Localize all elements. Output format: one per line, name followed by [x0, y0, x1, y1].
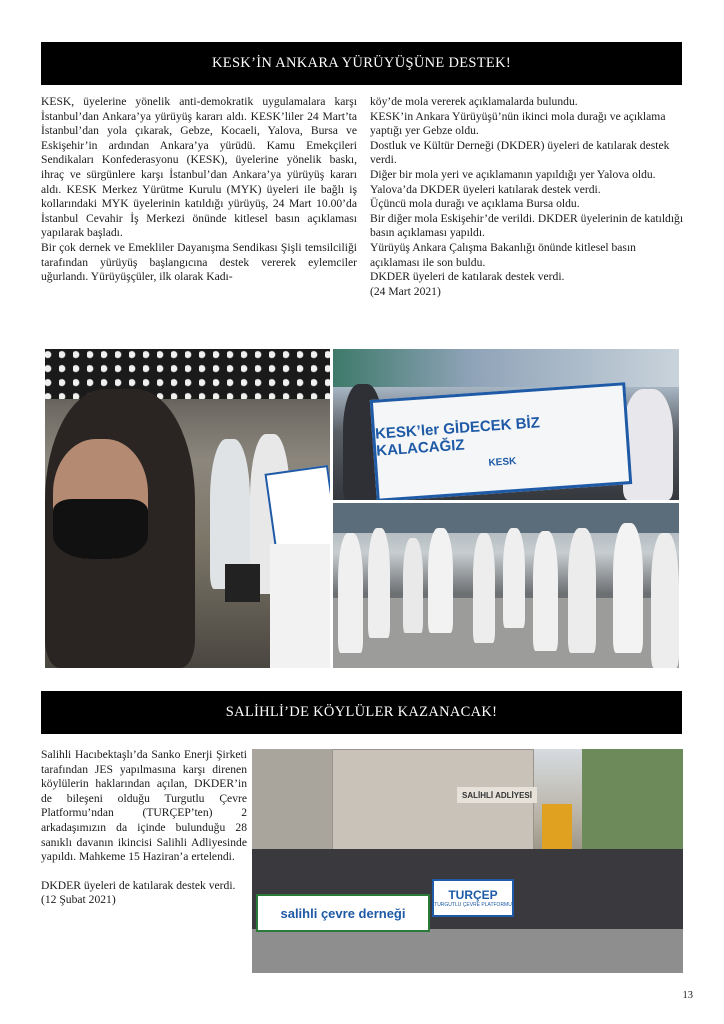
date-line: (12 Şubat 2021) — [41, 893, 116, 907]
paragraph: KESK, üyelerine yönelik anti-demokratik uygulamalara karşı İstanbul’dan Ankara’ya yürüyüş kararı aldı. KESK’liler 24 Mart’ta İstanbul’dan yola çıkarak, Gebze, Kocaeli, Yalova, Bursa ve Eskişehir’in ardından Ankara’ya yürüdü. Kamu Emekçileri Sendikaları Konfederasyonu (KESK), üyelerine yönelik baskı, ihraç ve sürgünlere karşı İstanbul’dan Ankara’ya yürüyüş kararı aldı. KESK Merkez Yürütme Kurulu (MYK) üyeleri ile bağlı iş kollarındaki MYK üyelerinin katıldığı yürüyüş, 24 Mart 10.00’da İstanbul Cevahir İş Merkezi önünde kitlesel basın açıklaması yapılarak başladı. — [41, 95, 357, 240]
person-figure — [428, 528, 453, 633]
building-background — [333, 349, 679, 387]
paragraph: DKDER üyeleri de katılarak destek verdi. — [370, 270, 565, 284]
mask — [53, 499, 148, 559]
person-figure — [533, 531, 558, 651]
turcep-text: TURÇEP — [448, 888, 498, 902]
person-figure — [568, 528, 596, 653]
white-coat — [270, 544, 330, 668]
turcep-banner — [432, 879, 514, 917]
person-figure — [473, 533, 495, 643]
article-column-1 — [41, 95, 357, 285]
paragraph: Diğer bir mola yeri ve açıklamanın yapıldığı yer Yalova oldu. Yalova’da DKDER üyeleri katılarak destek verdi. — [370, 167, 656, 196]
paragraph: Salihli Hacıbektaşlı’da Sanko Enerji Şirketi tarafından JES yapılmasına karşı direnen köylülerin haklarından açılan, DKDER’in de bileşeni olduğu Turgutlu Çevre Platformu’ndan (TURÇEP’ten) 2 arkadaşımızın da içinde bulunduğu 28 sanıklı davanın ikincisi Salihli Adliyesinde yapıldı. Mahkeme 15 Haziran’a ertelendi. — [41, 748, 247, 864]
section-title-kesk — [41, 42, 682, 85]
section-title-text: KESK’İN ANKARA YÜRÜYÜŞÜNE DESTEK! — [212, 55, 511, 71]
person-figure — [338, 533, 363, 653]
association-banner: salihli çevre derneği — [256, 894, 430, 932]
article-column-2 — [370, 95, 684, 299]
person-figure — [368, 528, 390, 638]
person-figure — [651, 533, 679, 668]
umbrella-pattern — [45, 349, 330, 399]
section-title-salihli — [41, 691, 682, 734]
tree — [582, 749, 683, 859]
paragraph: KESK’in Ankara Yürüyüşü’nün ikinci mola durağı ve açıklama yaptığı yer Gebze oldu. — [370, 109, 666, 138]
turcep-subtext: TURGUTLU ÇEVRE PLATFORMU — [434, 902, 512, 908]
person-figure — [403, 538, 423, 633]
paragraph: Üçüncü mola durağı ve açıklama Bursa oldu. — [370, 197, 580, 211]
protest-banner — [370, 382, 632, 500]
paragraph: DKDER üyeleri de katılarak destek verdi. — [41, 878, 236, 892]
paragraph: Bir diğer mola Eskişehir’de verildi. DKDER üyelerinin de katıldığı basın açıklaması yapıldı. — [370, 211, 684, 240]
person-figure — [503, 528, 525, 628]
photo-salihli-courthouse — [252, 749, 683, 973]
tree-bare — [252, 749, 332, 864]
photo-kesk-banner — [333, 349, 679, 500]
pavement — [252, 929, 683, 973]
banner-small-text: KESK — [488, 455, 517, 469]
paragraph: Yürüyüş Ankara Çalışma Bakanlığı önünde kitlesel basın açıklaması ile son buldu. — [370, 240, 636, 269]
paragraph: Bir çok dernek ve Emekliler Dayanışma Sendikası Şişli temsilciliği tarafından yürüyüş başlangıcına destek vererek eylemciler uğurlandı. Yürüyüşçüler, ilk olarak Kadı- — [41, 240, 357, 284]
date-line: (24 Mart 2021) — [370, 284, 441, 298]
article-column-salihli — [41, 748, 247, 908]
building-sign: SALİHLİ ADLİYESİ — [457, 787, 537, 803]
page-number: 13 — [682, 990, 693, 1001]
banner-text: KESK’ler GİDECEK BİZ KALACAĞIZ — [374, 413, 541, 460]
photo-selfie-march — [45, 349, 330, 668]
paragraph: Dostluk ve Kültür Derneği (DKDER) üyeleri de katılarak destek verdi. — [370, 138, 670, 167]
section-title-text: SALİHLİ’DE KÖYLÜLER KAZANACAK! — [225, 704, 498, 720]
photo-group-vests — [333, 503, 679, 668]
speaker-box — [225, 564, 260, 602]
paragraph: köy’de mola vererek açıklamalarda bulundu. — [370, 95, 578, 108]
person-figure — [613, 523, 643, 653]
